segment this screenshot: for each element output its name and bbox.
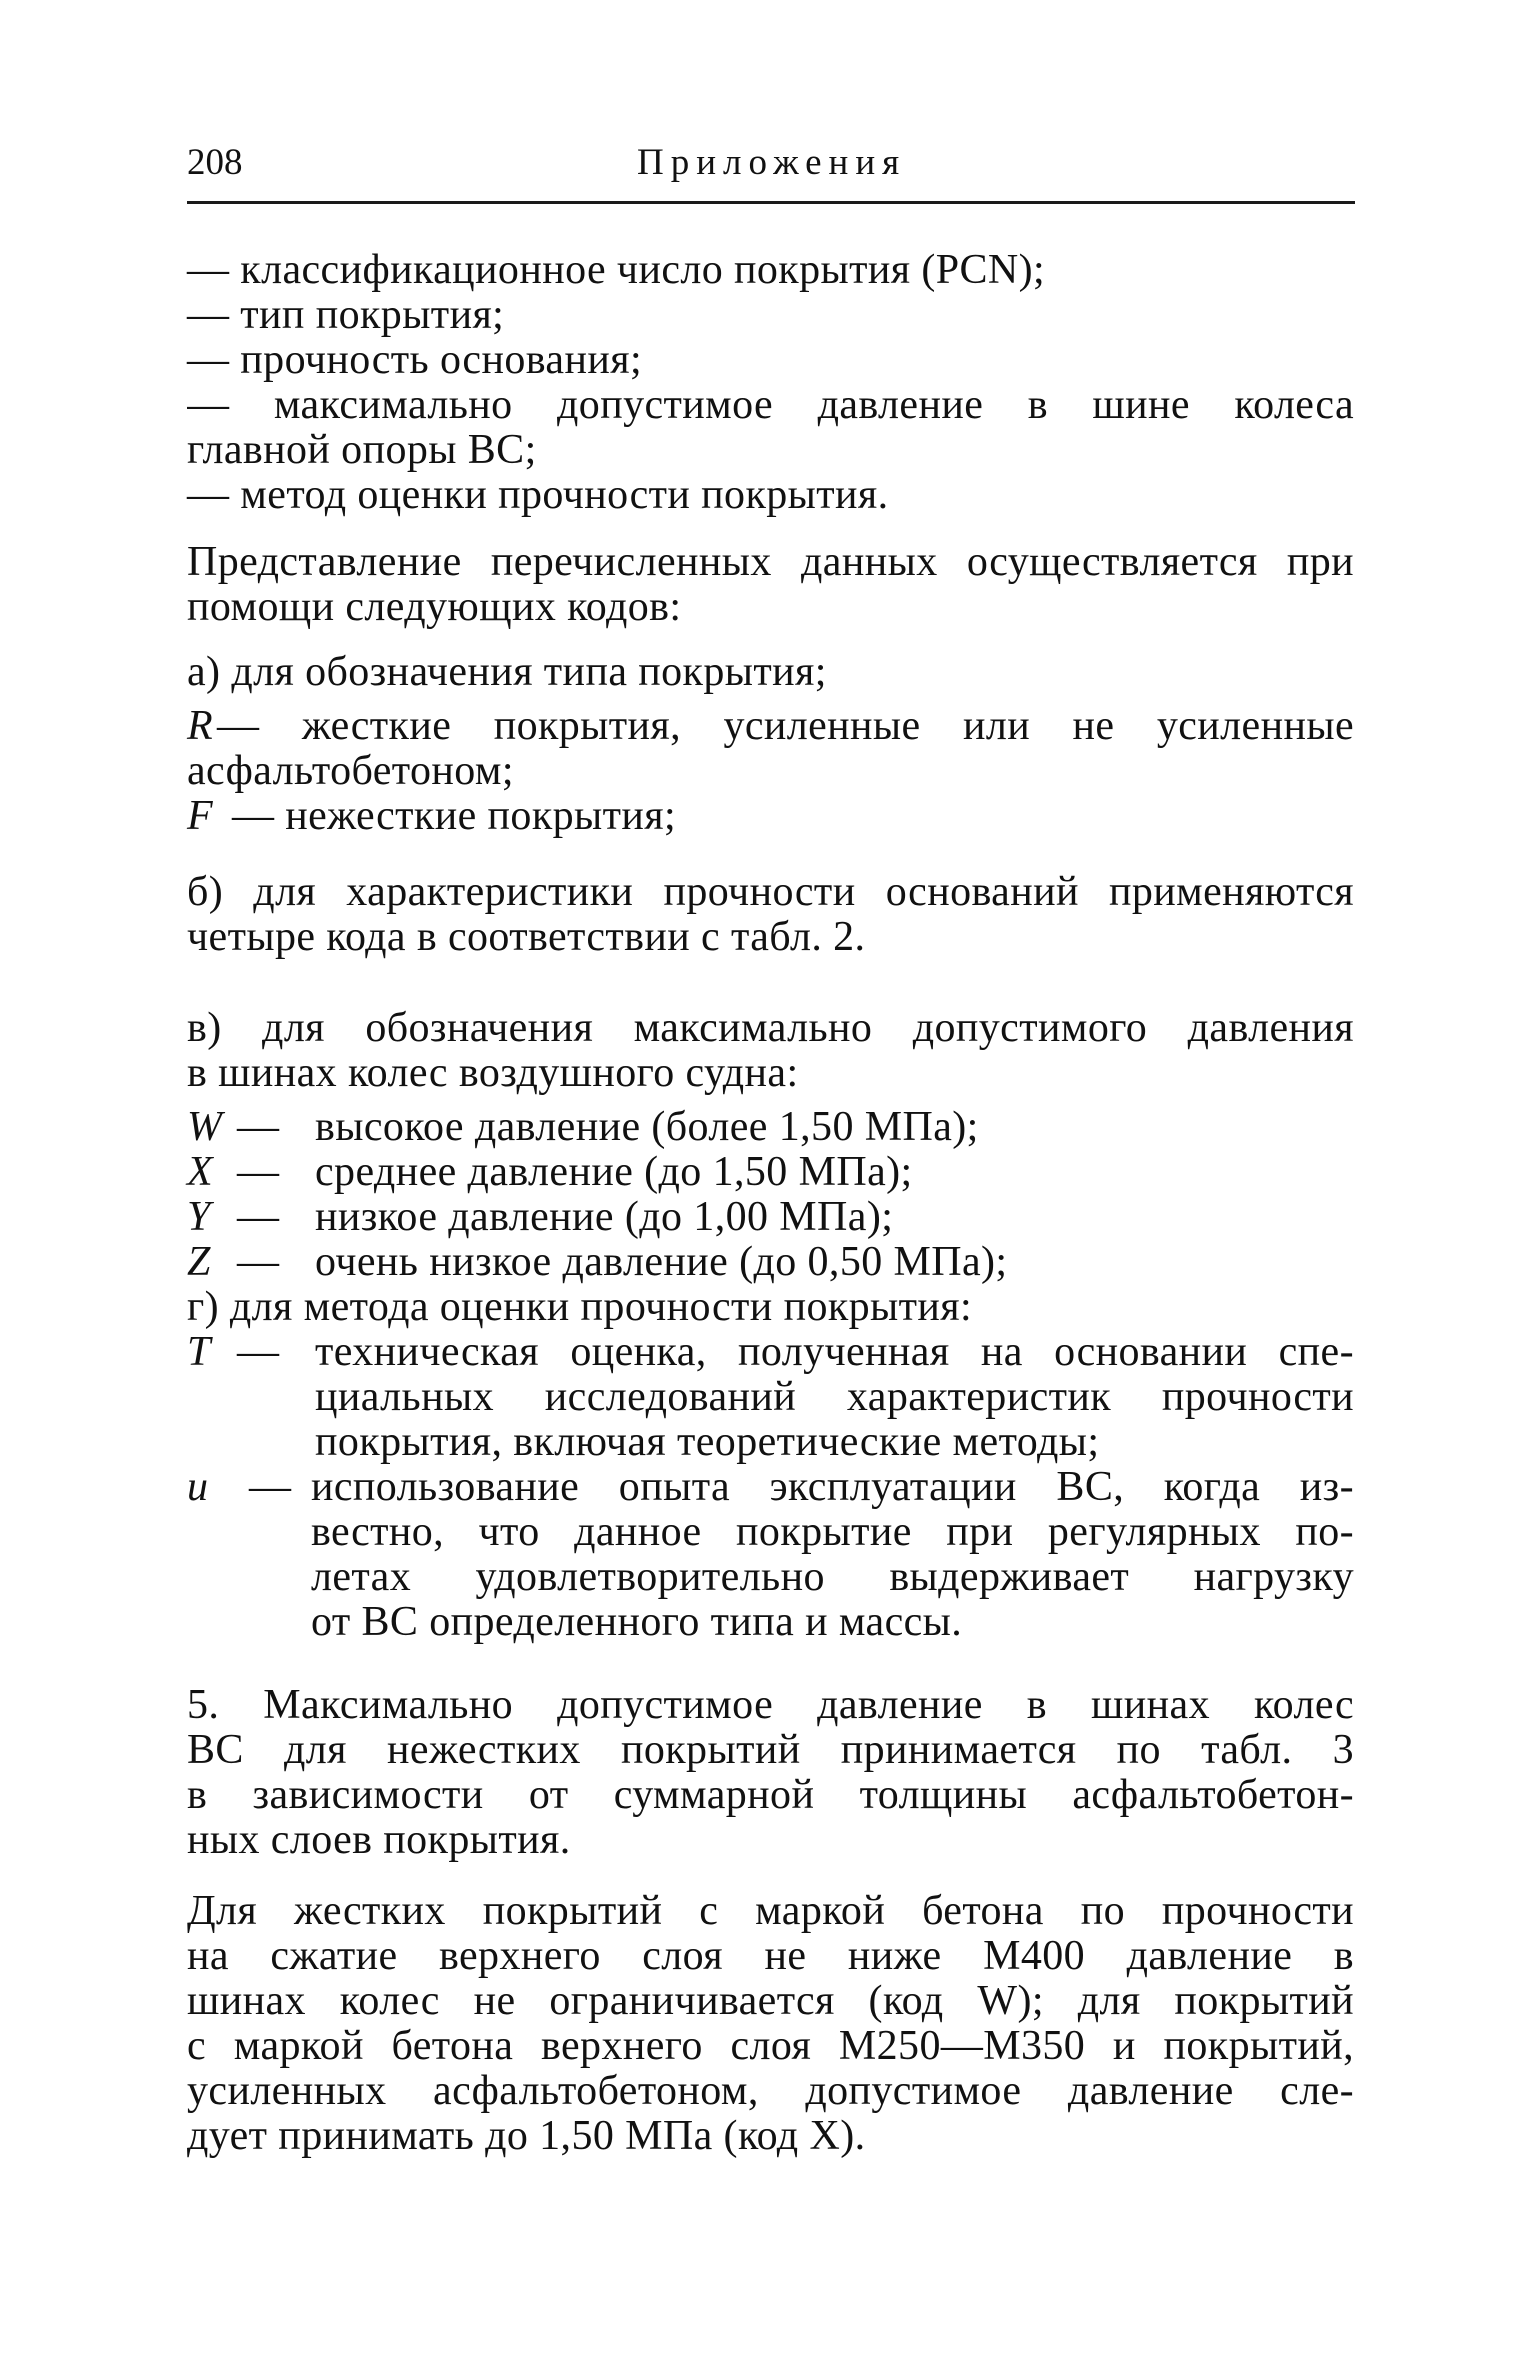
- code-letter: T: [187, 1329, 211, 1375]
- code-description: техническая оценка, полученная на основании спе-: [315, 1329, 1354, 1375]
- text-line: дует принимать до 1,50 МПа (код Х).: [187, 2113, 866, 2159]
- code-f-row: [187, 794, 1354, 839]
- code-dash: —: [249, 1464, 292, 1510]
- paragraph-5: [187, 1683, 1354, 1863]
- text-line: Представление перечисленных данных осуществляется при: [187, 540, 1354, 585]
- section-g-heading: г) для метода оценки прочности покрытия:: [187, 1284, 973, 1330]
- code-r-text-continuation: асфальтобетоном;: [187, 748, 514, 794]
- page-header: [187, 141, 1354, 189]
- code-f: F: [187, 793, 214, 839]
- code-description-continuation: [187, 1600, 1354, 1645]
- code-dash: —: [237, 1104, 280, 1150]
- pressure-code-row-x: [187, 1150, 1354, 1195]
- text-line: четыре кода в соответствии с табл. 2.: [187, 914, 866, 960]
- code-r-row: [187, 704, 1354, 749]
- code-letter: X: [187, 1149, 214, 1195]
- code-description-continuation: [187, 1375, 1354, 1420]
- text-line: вестно, что данное покрытие при регулярных по-: [311, 1509, 1354, 1555]
- header-rule: [187, 201, 1355, 204]
- pressure-code-row-z: [187, 1240, 1354, 1285]
- code-letter: W: [187, 1104, 223, 1150]
- text-line: в зависимости от суммарной толщины асфальтобетон-: [187, 1773, 1354, 1818]
- text-line: б) для характеристики прочности оснований применяются: [187, 870, 1354, 915]
- pressure-code-row-y: [187, 1195, 1354, 1240]
- method-code-row-u: [187, 1465, 1354, 1510]
- code-description: высокое давление (более 1,50 МПа);: [315, 1104, 979, 1150]
- text-line: с маркой бетона верхнего слоя М250—М350 и покрытий,: [187, 2024, 1354, 2069]
- text-line: усиленных асфальтобетоном, допустимое давление сле-: [187, 2069, 1354, 2114]
- section-v: [187, 1006, 1354, 1285]
- list-item: — максимально допустимое давление в шине колеса: [187, 383, 1354, 428]
- code-letter: u: [187, 1464, 209, 1510]
- data-items-list: [187, 248, 1354, 518]
- text-line: летах удовлетворительно выдерживает нагрузку: [311, 1554, 1354, 1600]
- list-item: — метод оценки прочности покрытия.: [187, 472, 889, 518]
- running-title: Приложения: [637, 142, 907, 183]
- text-line: 5. Максимально допустимое давление в шинах колес: [187, 1683, 1354, 1728]
- method-code-row-t: [187, 1330, 1354, 1375]
- list-item: — классификационное число покрытия (PCN);: [187, 247, 1046, 293]
- text-line: на сжатие верхнего слоя не ниже М400 давление в: [187, 1934, 1354, 1979]
- code-dash: —: [237, 1149, 280, 1195]
- pressure-codes-list: [187, 1105, 1354, 1285]
- code-dash: —: [237, 1239, 280, 1285]
- section-g: [187, 1285, 1354, 1645]
- code-description-continuation: [187, 1510, 1354, 1555]
- text-line: от ВС определенного типа и массы.: [311, 1599, 963, 1645]
- code-r-text: — жесткие покрытия, усиленные или не усиленные: [217, 703, 1354, 749]
- code-dash: —: [237, 1194, 280, 1240]
- text-line: покрытия, включая теоретические методы;: [315, 1419, 1100, 1465]
- page-number: 208: [187, 142, 243, 183]
- text-line: ВС для нежестких покрытий принимается по табл. 3: [187, 1728, 1354, 1773]
- code-r: R: [187, 703, 214, 749]
- pressure-code-row-w: [187, 1105, 1354, 1150]
- list-item: — прочность основания;: [187, 337, 643, 383]
- list-item: — тип покрытия;: [187, 292, 505, 338]
- list-item-continuation: главной опоры ВС;: [187, 427, 537, 473]
- code-description: очень низкое давление (до 0,50 МПа);: [315, 1239, 1008, 1285]
- text-line: циальных исследований характеристик прочности: [315, 1374, 1354, 1420]
- code-description: использование опыта эксплуатации ВС, когда из-: [311, 1464, 1354, 1510]
- intro-paragraph: [187, 540, 1354, 630]
- code-letter: Y: [187, 1194, 211, 1240]
- text-line: Для жестких покрытий с маркой бетона по прочности: [187, 1889, 1354, 1934]
- code-description-continuation: [187, 1420, 1354, 1465]
- code-description: среднее давление (до 1,50 МПа);: [315, 1149, 913, 1195]
- section-a-heading: а) для обозначения типа покрытия;: [187, 649, 827, 695]
- section-v-heading-continuation: в шинах колес воздушного судна:: [187, 1050, 799, 1096]
- section-b: [187, 870, 1354, 960]
- page-body: [187, 248, 1354, 2159]
- section-v-heading: в) для обозначения максимально допустимого давления: [187, 1006, 1354, 1051]
- section-a: [187, 650, 1354, 839]
- code-letter: Z: [187, 1239, 211, 1285]
- text-line: шинах колес не ограничивается (код W); для покрытий: [187, 1979, 1354, 2024]
- text-line: помощи следующих кодов:: [187, 584, 682, 630]
- code-f-text: — нежесткие покрытия;: [231, 793, 677, 839]
- code-description-continuation: [187, 1555, 1354, 1600]
- paragraph-6: [187, 1889, 1354, 2159]
- code-description: низкое давление (до 1,00 МПа);: [315, 1194, 894, 1240]
- code-dash: —: [237, 1329, 280, 1375]
- text-line: ных слоев покрытия.: [187, 1817, 571, 1863]
